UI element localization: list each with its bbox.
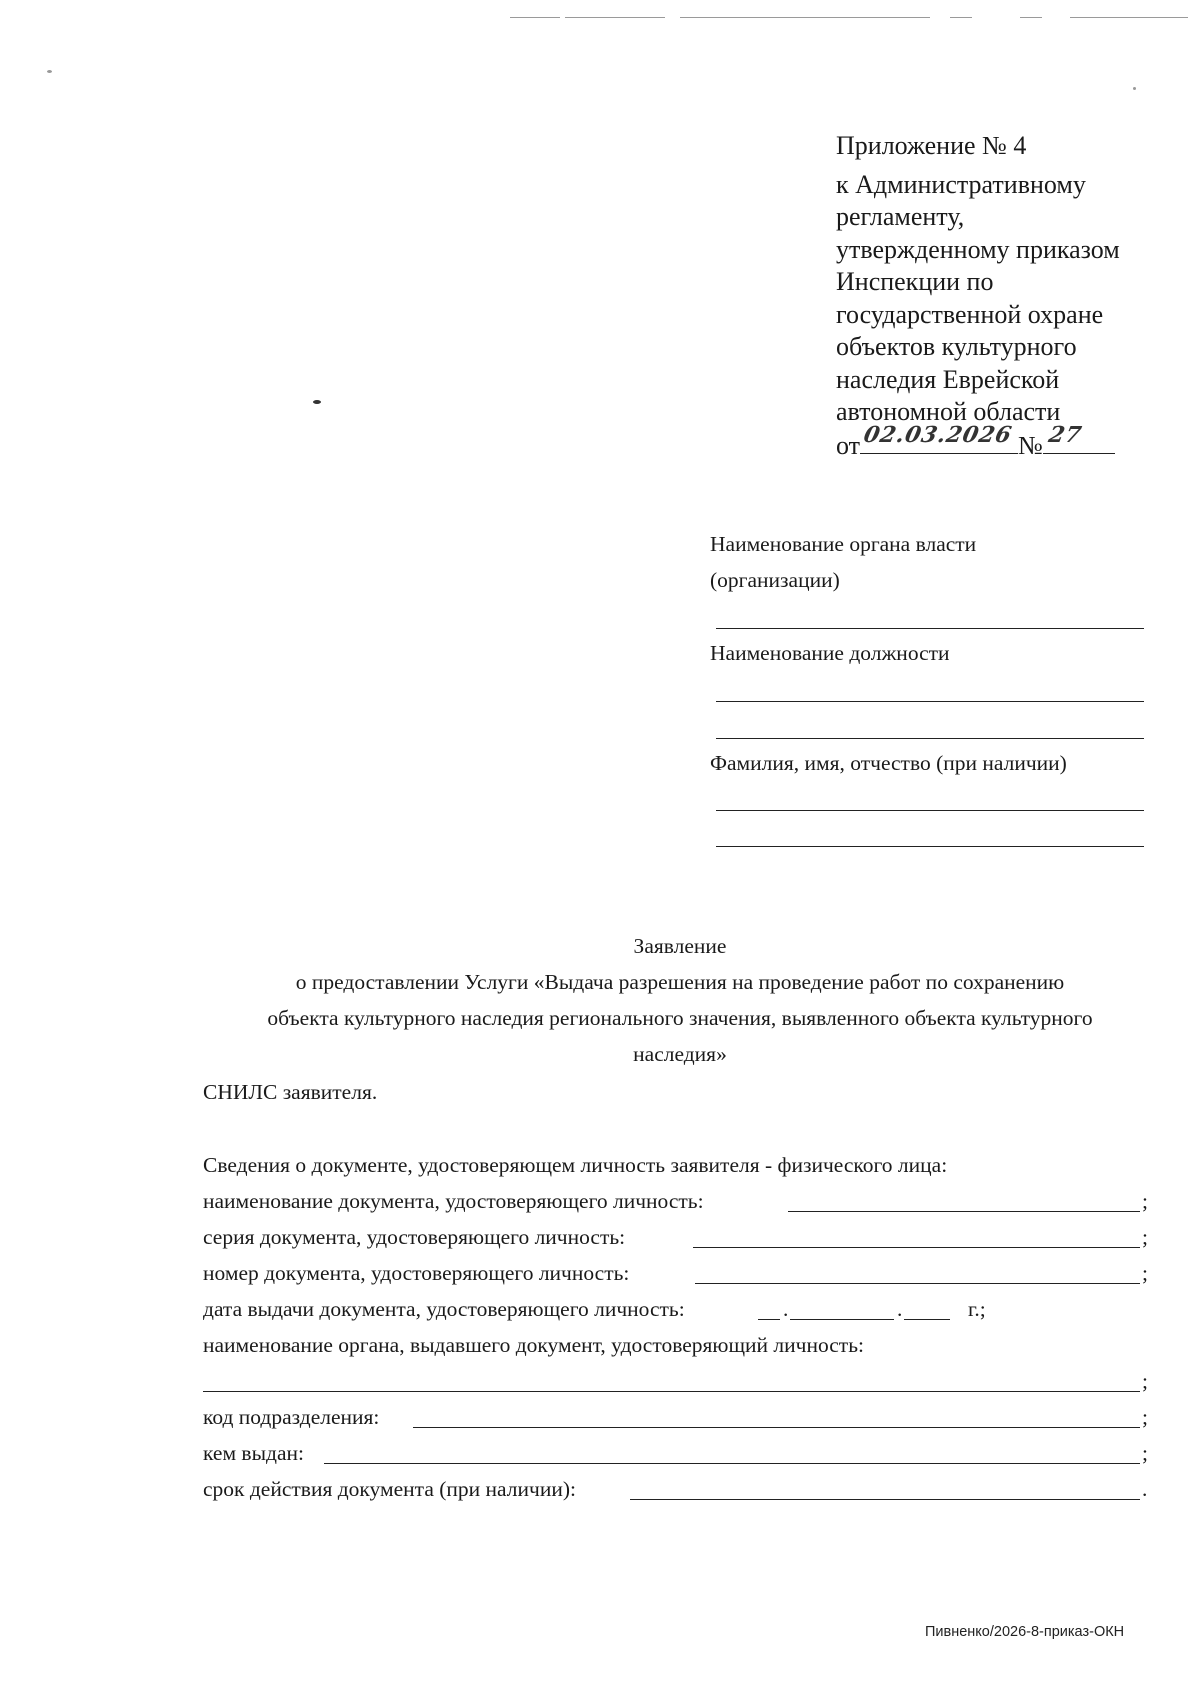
org-label-2: (организации) [710,568,840,592]
appendix-line: наследия Еврейской [836,364,1060,394]
scan-artifact [565,17,665,18]
statement-subtitle: объекта культурного наследия регионального значения, выявленного объекта культурного [267,1006,1093,1030]
appendix-date-row [836,422,1120,463]
org-label: Наименование органа власти [710,532,977,556]
number-field [695,1283,1140,1284]
handwritten-number: 27 [1046,422,1085,448]
series-label: серия документа, удостоверяющего личность: [203,1225,626,1249]
series-field [693,1247,1140,1248]
dept-code-label: код подразделения: [203,1405,380,1429]
appendix-line: автономной области [836,397,1061,426]
statement-subtitle: о предоставлении Услуги «Выдача разрешения на проведение работ по сохранению [295,970,1065,994]
punctuation: ; [1142,1189,1148,1213]
org-blank-line [716,628,1144,629]
punctuation: ; [1142,1225,1148,1249]
appendix-line: утвержденному приказом [836,234,1120,264]
snils-label: СНИЛС заявителя. [203,1080,378,1104]
identity-heading: Сведения о документе, удостоверяющем личность заявителя - физического лица: [203,1153,948,1177]
appendix-line: регламенту, [836,202,965,231]
scan-artifact [950,17,972,18]
scan-artifact [510,17,560,18]
validity-label: срок действия документа (при наличии): [203,1477,576,1501]
issued-by-field [324,1463,1140,1464]
appendix-line: к Административному [836,169,1086,199]
position-label: Наименование должности [710,641,950,665]
position-blank-line [716,738,1144,739]
issue-month-field [790,1319,894,1320]
issuer-label: наименование органа, выдавшего документ, удостоверяющий личность: [203,1333,864,1357]
punctuation: ; [1142,1441,1148,1465]
issue-year-field [904,1319,950,1320]
date-prefix: от [836,430,861,460]
statement-heading: Заявление [633,934,727,958]
scan-artifact [680,17,930,18]
appendix-line: объектов культурного [836,332,1077,361]
scan-artifact [47,70,52,73]
document-page: Приложение № 4 к Административному регламенту, утвержденному приказом Инспекции по государственной охране объектов культурного наследия Еврейской автономной области от 02.03.2026 № 27 Наименование органа власти (организации) Наименование должности Фамилия, имя, отчество (при наличии) Заявление о предоставлении Услуги «Выдача разрешения на проведение работ по сохранению объекта культурного наследия регионального значения, выявленного объекта культурного наследия» СНИЛС заявителя. Сведения о документе, удостоверяющем личность заявителя - физического лица: наименование документа, удостоверяющего личность: ; серия документа, удостоверяющего личность: ; номер документа, удостоверяющего личность: ; дата выдачи документа, удостоверяющего личность: . . г.; наименование органа, выдавшего документ, удостоверяющий личность: ; код подразделения: ; кем выдан: ; срок действия документа (при наличии): . Пивненко/2026-8-приказ-ОКН [0,0,1200,1686]
number-label: номер документа, удостоверяющего личность: [203,1261,630,1285]
doc-name-field [788,1211,1140,1212]
statement-subtitle: наследия» [633,1042,727,1066]
issue-date-suffix: г.; [968,1297,986,1321]
appendix-line: государственной охране [836,299,1104,329]
punctuation: ; [1142,1369,1148,1393]
position-blank-line [716,701,1144,702]
issue-day-field [758,1319,780,1320]
scan-artifact [313,400,321,404]
appendix-title: Приложение № 4 [836,131,1027,160]
date-field [860,422,1018,454]
fio-label: Фамилия, имя, отчество (при наличии) [710,751,1067,775]
punctuation: . [1142,1477,1148,1501]
fio-blank-line [716,846,1144,847]
fio-blank-line [716,810,1144,811]
punctuation: ; [1142,1261,1148,1285]
appendix-block [836,130,1120,462]
scan-artifact [1020,17,1042,18]
issued-by-label: кем выдан: [203,1441,304,1465]
scan-artifact [1133,87,1136,90]
validity-field [630,1499,1140,1500]
number-prefix: № [1018,430,1043,460]
appendix-line: Инспекции по [836,267,994,296]
issuer-field [203,1391,1140,1392]
doc-name-label: наименование документа, удостоверяющего личность: [203,1189,704,1213]
handwritten-date: 02.03.2026 [861,422,1015,448]
issue-date-label: дата выдачи документа, удостоверяющего личность: [203,1297,685,1321]
punctuation: ; [1142,1405,1148,1429]
number-field [1043,422,1115,454]
dept-code-field [413,1427,1140,1428]
scan-artifact [1070,17,1188,18]
document-code: Пивненко/2026-8-приказ-ОКН [925,1624,1125,1640]
